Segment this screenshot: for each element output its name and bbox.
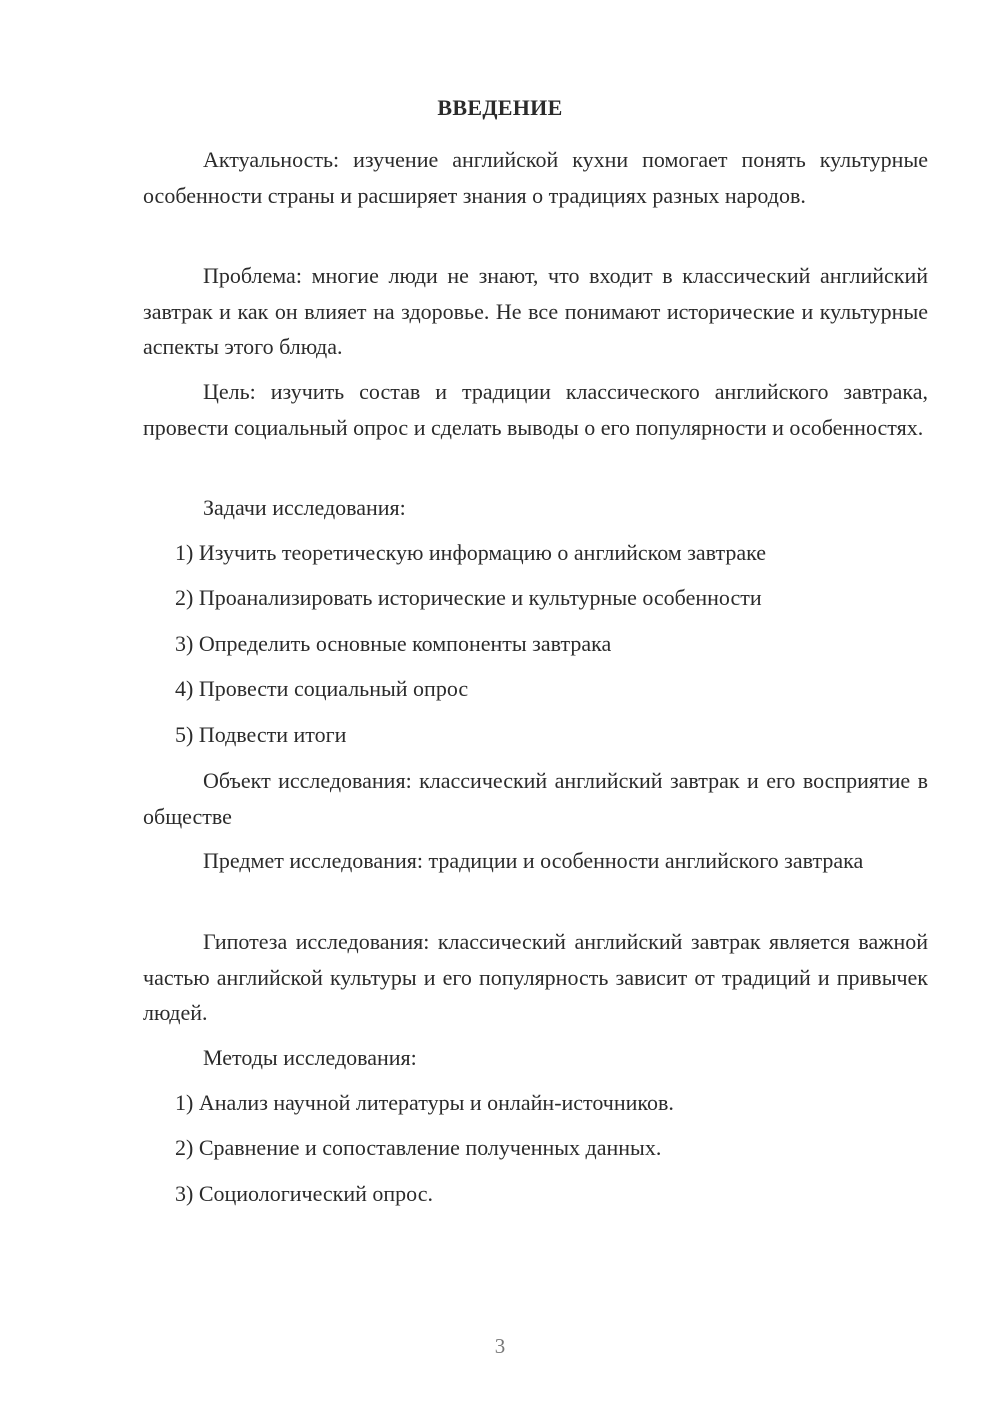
- task-item-1: 1) Изучить теоретическую информацию о английском завтраке: [175, 540, 767, 565]
- object-paragraph: Объект исследования: классический английский завтрак и его восприятие в обществе: [143, 768, 928, 829]
- page-title: ВВЕДЕНИЕ: [437, 95, 563, 120]
- method-item-2: 2) Сравнение и сопоставление полученных данных.: [175, 1135, 662, 1160]
- relevance-paragraph: Актуальность: изучение английской кухни помогает понять культурные особенности страны и расширяет знания о традициях разных народов.: [143, 147, 928, 208]
- task-item-4: 4) Провести социальный опрос: [175, 676, 469, 701]
- method-item-3: 3) Социологический опрос.: [175, 1181, 433, 1206]
- problem-paragraph: Проблема: многие люди не знают, что входит в классический английский завтрак и как он влияет на здоровье. Не все понимают исторические и культурные аспекты этого блюда.: [143, 263, 928, 359]
- subject-paragraph: Предмет исследования: традиции и особенности английского завтрака: [203, 848, 864, 873]
- goal-paragraph: Цель: изучить состав и традиции классического английского завтрака, провести социальный опрос и сделать выводы о его популярности и особенностях.: [143, 379, 928, 440]
- page-number: 3: [494, 1334, 506, 1358]
- tasks-heading: Задачи исследования:: [203, 495, 406, 520]
- hypothesis-paragraph: Гипотеза исследования: классический английский завтрак является важной частью английской культуры и его популярность зависит от традиций и привычек людей.: [143, 929, 928, 1025]
- methods-heading: Методы исследования:: [203, 1045, 417, 1070]
- task-item-2: 2) Проанализировать исторические и культурные особенности: [175, 585, 762, 610]
- task-item-3: 3) Определить основные компоненты завтрака: [175, 631, 612, 656]
- task-item-5: 5) Подвести итоги: [175, 722, 347, 747]
- method-item-1: 1) Анализ научной литературы и онлайн-источников.: [175, 1090, 674, 1115]
